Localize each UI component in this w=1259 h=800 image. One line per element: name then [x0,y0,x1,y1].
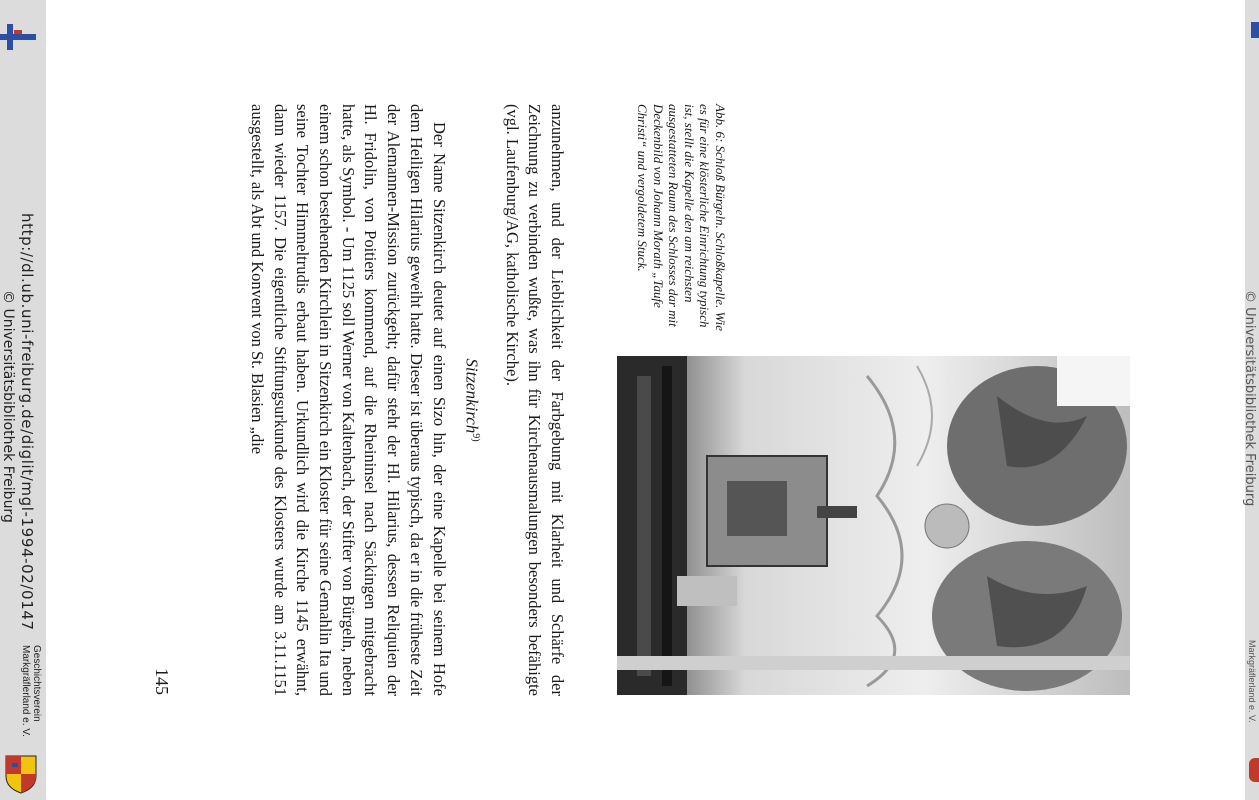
intro-paragraph: anzunehmen, und der Lieblichkeit der Farbgebung mit Klarheit und Schärfe der Zeichnung zu verbinden wußte, was ihn für Kirchenausmalungen besonders befähigte (vgl. Laufenburg/AG, katholische Kirche). [502,104,567,696]
chapel-photograph [617,356,1130,695]
society-name-line2: Markgräflerland e. V. [20,645,31,737]
library-logo-icon[interactable] [0,24,36,50]
library-logo-icon-right[interactable] [1251,22,1259,38]
section-heading [460,104,486,696]
page-url[interactable]: http://dl.ub.uni-freiburg.de/diglit/mgl-1994-02/0147 [18,213,36,631]
page-number: 145 [152,668,172,695]
body-text [245,104,568,696]
copyright-notice: © Universitätsbibliothek Freiburg [0,290,16,523]
footnote-marker: 9) [469,433,481,442]
figure-caption: Abb. 6: Schloß Bürgeln. Schloßkapelle. Wie es für eine klösterliche Einrichtung typisch ist, stellt die Kapelle den am reichsten ausgestatteten Raum des Schlosses dar mit Deckenbild von Johann Morath „Taufe Christi“ und vergoldetem Stuck. [635,104,728,331]
right-watermark-copyright: © Universitätsbibliothek Freiburg [1242,290,1257,507]
section-paragraph: Der Name Sitzenkirch deutet auf einen Sizo hin, der eine Kapelle bei seinem Hofe dem Heiligen Hilarius geweiht hatte. Dieser ist überaus typisch, da er in die früheste Zeit der Alemannen-Mission zurückgeht; dafür steht der Hl. Hilarius, dessen Reliquien der Hl. Fridolin, von Poitiers kommend, auf die Rheininsel nach Säckingen mitgebracht hatte, als Symbol. - Um 1125 soll Werner von Kaltenbach, der Stifter von Bürgeln, neben einem schon bestehenden Kirchlein in Sitzenkirch ein Kloster für seine Gemahlin Ita und seine Tochter Himmeltrudis erbaut haben. Urkundlich wird die Kirche 1145 erwähnt, dann wieder 1157. Die eigentliche Stiftungsurkunde des Klosters wurde am 3.11.1151 ausgestellt, als Abt und Konvent von St. Blasien „die [247,104,449,696]
society-crest-icon-right [1249,758,1259,782]
section-heading-text: Sitzenkirch [462,358,482,434]
society-name-line1: Geschichtsverein [31,645,42,722]
society-crest-icon [4,754,38,794]
right-watermark-society: Markgräflerland e. V. [1247,640,1257,723]
